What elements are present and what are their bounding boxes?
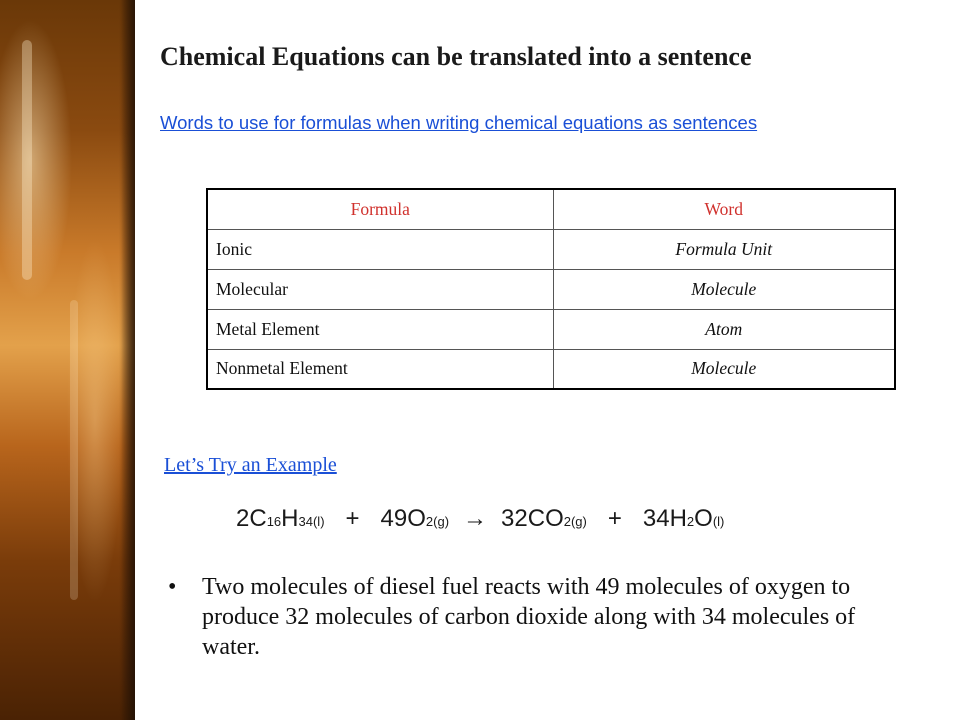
coefficient: 49 — [380, 505, 408, 532]
product-water — [643, 505, 725, 533]
glass-highlight — [22, 40, 32, 280]
coefficient: 32 — [501, 505, 528, 532]
reactant-oxygen — [381, 505, 450, 533]
element-symbol: C — [249, 505, 267, 532]
element-symbol: O — [407, 505, 426, 532]
formula-words-link[interactable]: Words to use for formulas when writing chemical equations as sentences — [160, 112, 758, 133]
coefficient: 2 — [236, 505, 250, 532]
bullet-text: Two molecules of diesel fuel reacts with 49 molecules of oxygen to produce 32 molecules of carbon dioxide along with 34 molecules of water. — [202, 574, 856, 660]
element-symbol: H — [281, 505, 299, 532]
plus-sign: + — [345, 505, 360, 532]
slide-title: Chemical Equations can be translated into a sentence — [160, 42, 752, 71]
table-row — [207, 309, 895, 349]
glass-highlight — [70, 300, 78, 600]
product-carbon-dioxide — [501, 505, 587, 533]
cell-word: Molecule — [553, 269, 895, 309]
photo-edge-shadow — [121, 0, 135, 720]
cell-formula: Nonmetal Element — [207, 349, 553, 389]
cell-formula: Metal Element — [207, 309, 553, 349]
example-link[interactable]: Let’s Try an Example — [164, 454, 337, 476]
subscript: 2(g) — [425, 514, 450, 529]
beaker-photo-decoration — [0, 0, 135, 720]
table-row — [207, 269, 895, 309]
element-symbol: O — [694, 505, 713, 532]
subscript: 16 — [266, 514, 282, 529]
subscript: 2 — [686, 514, 695, 529]
element-symbol: CO — [527, 505, 564, 532]
header-formula: Formula — [207, 189, 553, 229]
table-row — [207, 229, 895, 269]
header-word: Word — [553, 189, 895, 229]
table-header-row — [207, 189, 895, 229]
table-row — [207, 349, 895, 389]
bullet-icon: • — [168, 574, 177, 600]
coefficient: 34 — [642, 505, 670, 532]
cell-word: Atom — [553, 309, 895, 349]
cell-word: Formula Unit — [553, 229, 895, 269]
reaction-arrow-icon: → — [463, 505, 488, 532]
element-symbol: H — [669, 505, 687, 532]
reactant-diesel — [236, 505, 325, 533]
explanation-bullet — [168, 572, 908, 662]
subscript: 2(g) — [563, 514, 587, 529]
subscript: 34(l) — [298, 514, 325, 529]
plus-sign: + — [607, 505, 622, 532]
formula-word-table — [206, 188, 896, 390]
subscript: (l) — [712, 514, 725, 529]
cell-formula: Ionic — [207, 229, 553, 269]
chemical-equation — [236, 505, 724, 533]
cell-formula: Molecular — [207, 269, 553, 309]
cell-word: Molecule — [553, 349, 895, 389]
